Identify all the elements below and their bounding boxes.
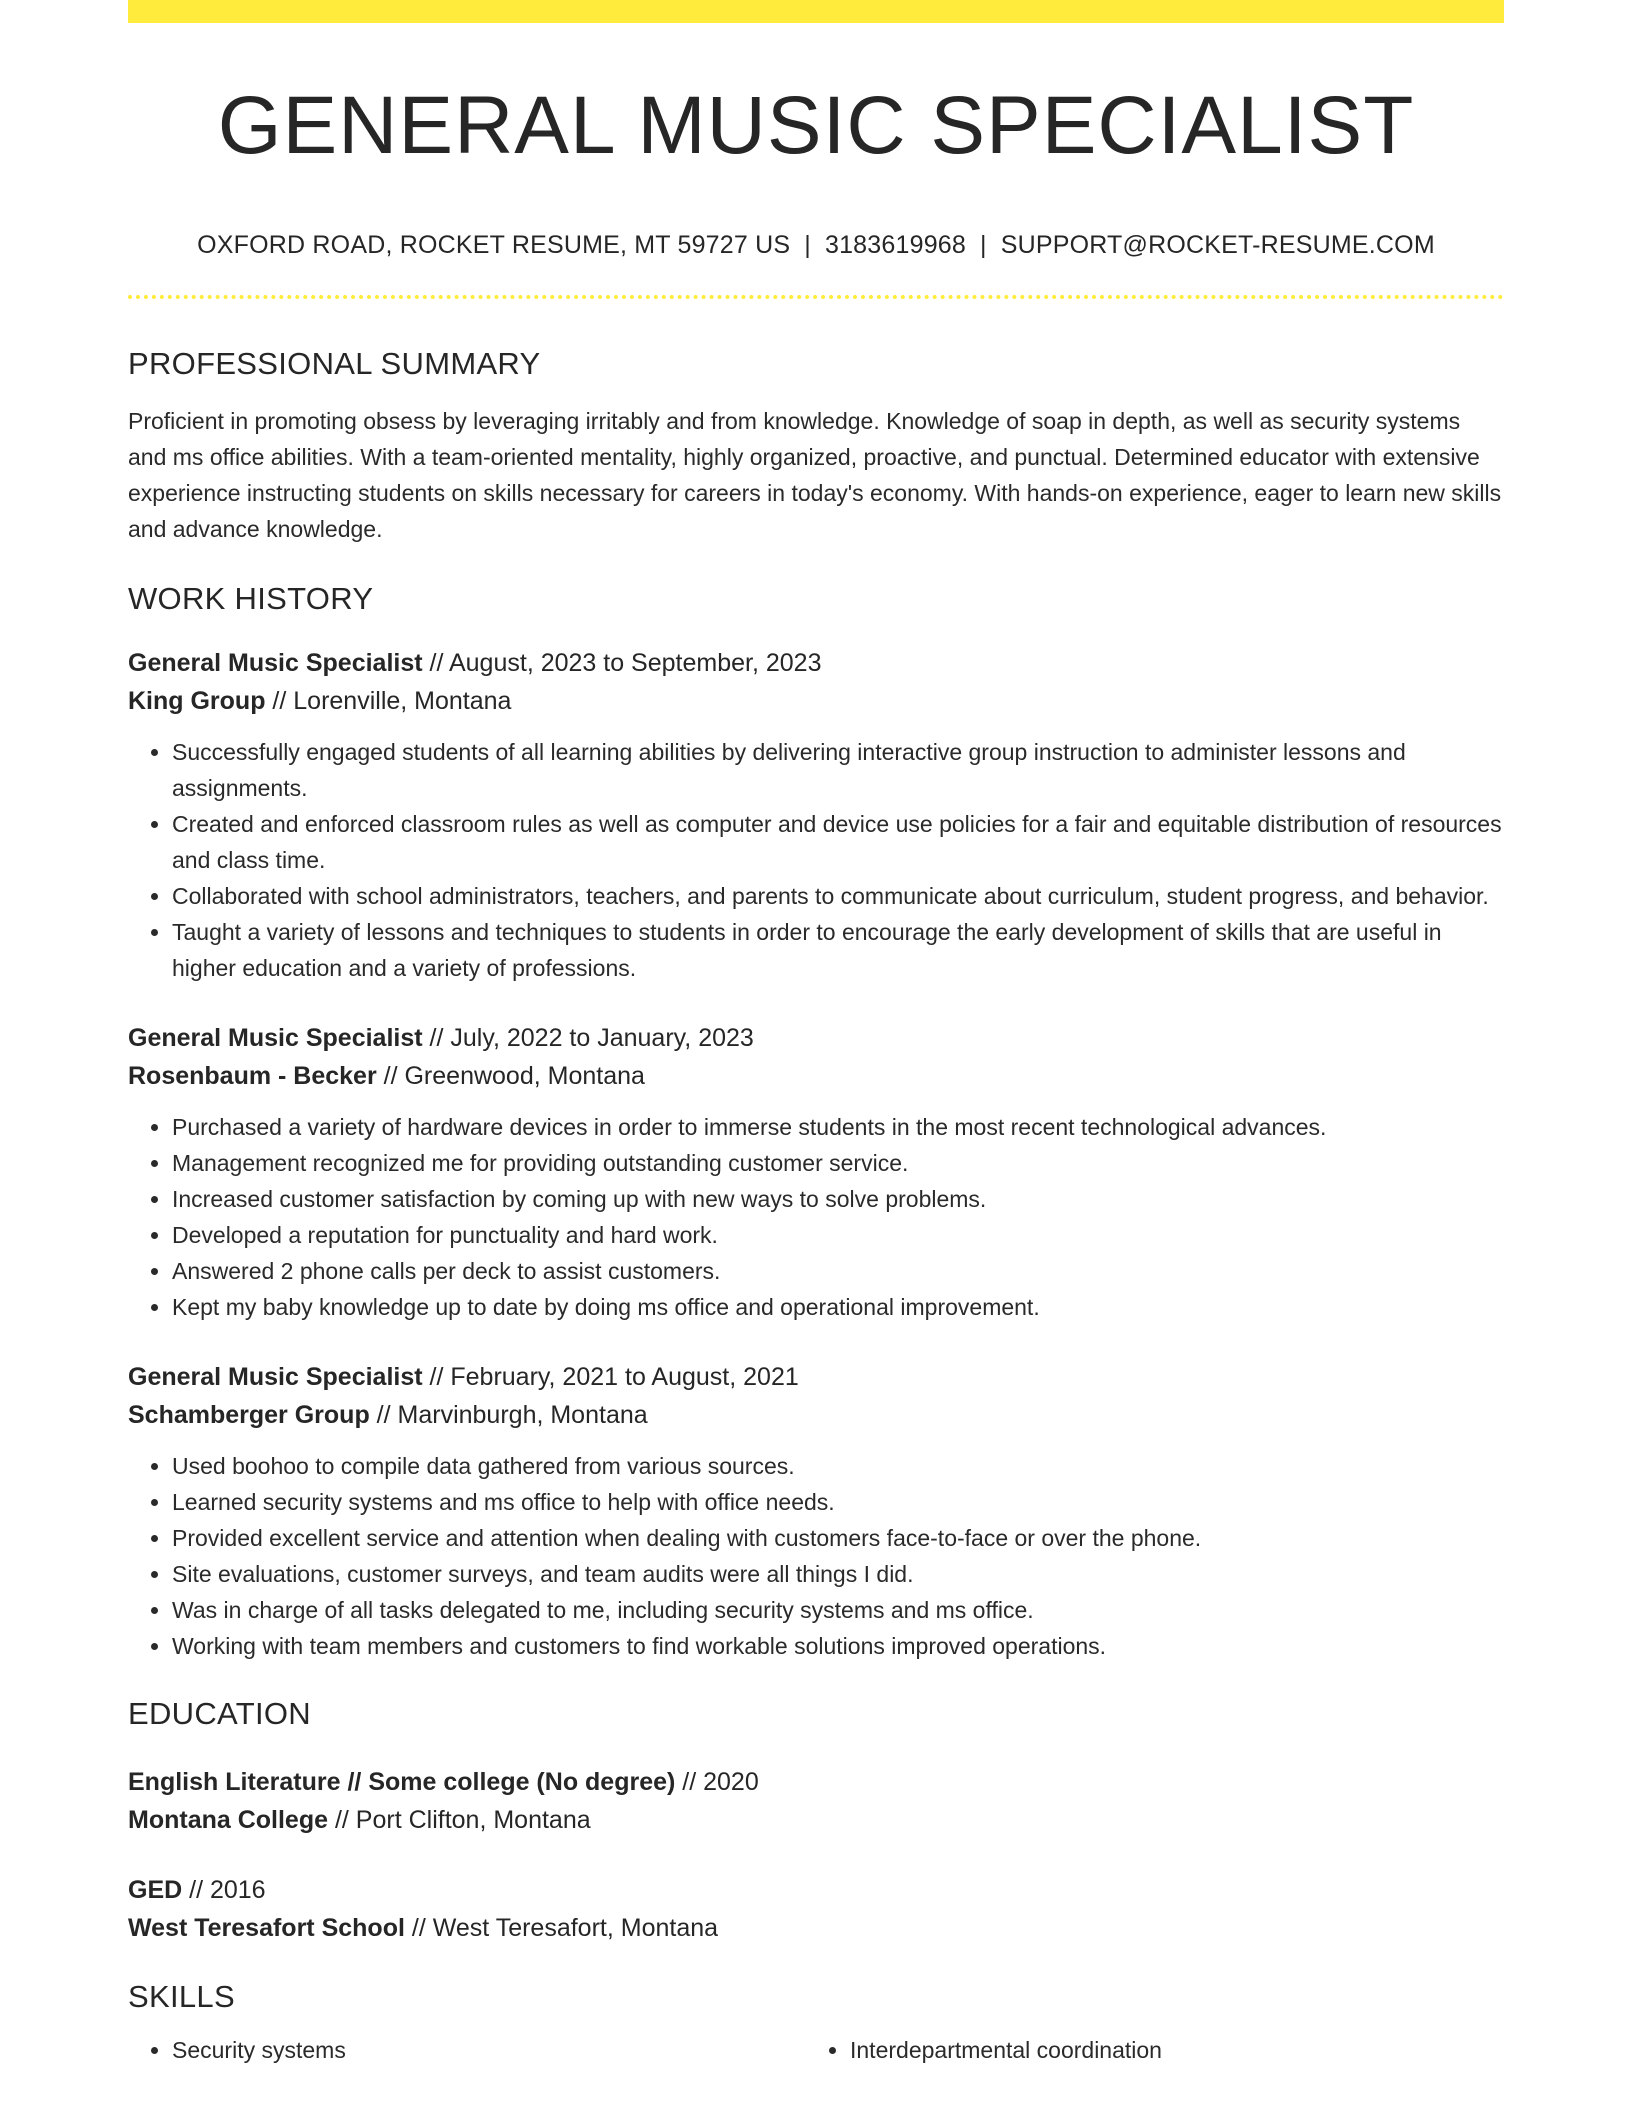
job-bullet: • Answered 2 phone calls per deck to assist customers.	[172, 1253, 1504, 1289]
contact-separator: |	[980, 231, 987, 259]
contact-address: OXFORD ROAD, ROCKET RESUME, MT 59727 US	[197, 231, 791, 259]
job-bullets	[128, 1109, 1504, 1325]
job-entry	[128, 1358, 1504, 1664]
education-location: // West Teresafort, Montana	[404, 1914, 719, 1942]
job-bullet: • Management recognized me for providing outstanding customer service.	[172, 1145, 1504, 1181]
job-company: King Group	[128, 687, 266, 715]
job-role-line	[128, 644, 1504, 682]
resume-page	[128, 0, 1504, 2068]
job-company-line	[128, 1396, 1504, 1434]
skill-item: • Interdepartmental coordination	[850, 2032, 1484, 2068]
job-bullet: • Successfully engaged students of all learning abilities by delivering interactive group instruction to administer lessons and assignments.	[172, 734, 1504, 806]
education-school-line	[128, 1801, 1504, 1839]
job-location: // Greenwood, Montana	[376, 1062, 645, 1090]
education-degree: GED	[128, 1876, 183, 1904]
job-dates: // August, 2023 to September, 2023	[422, 649, 822, 677]
job-bullet: • Increased customer satisfaction by coming up with new ways to solve problems.	[172, 1181, 1504, 1217]
job-role: General Music Specialist	[128, 1363, 423, 1391]
job-bullet: • Created and enforced classroom rules as well as computer and device use policies for a fair and equitable distribution of resources and class time.	[172, 806, 1504, 878]
contact-line	[128, 233, 1504, 258]
education-degree-line	[128, 1763, 1504, 1801]
job-bullet: • Site evaluations, customer surveys, and team audits were all things I did.	[172, 1556, 1504, 1592]
education-school: West Teresafort School	[128, 1914, 405, 1942]
section-title-skills: SKILLS	[128, 1979, 235, 2014]
summary-text: Proficient in promoting obsess by leveraging irritably and from knowledge. Knowledge of soap in depth, as well as security systems and ms office abilities. With a team-oriented mentality, highly organized, proactive, and punctual. Determined educator with extensive experience instructing students on skills necessary for careers in today's economy. With hands-on experience, eager to learn new skills and advance knowledge.	[128, 408, 1502, 542]
job-bullet: • Provided excellent service and attention when dealing with customers face-to-face or over the phone.	[172, 1520, 1504, 1556]
job-company-line	[128, 682, 1504, 720]
education-location: // Port Clifton, Montana	[328, 1806, 591, 1834]
job-bullet: • Working with team members and customers to find workable solutions improved operations.	[172, 1628, 1504, 1664]
job-entry	[128, 1019, 1504, 1325]
job-role: General Music Specialist	[128, 649, 423, 677]
job-role-line	[128, 1019, 1504, 1057]
job-location: // Marvinburgh, Montana	[369, 1401, 648, 1429]
education-year: // 2020	[675, 1768, 759, 1796]
accent-top-bar	[128, 0, 1504, 23]
job-role-line	[128, 1358, 1504, 1396]
job-bullets	[128, 1448, 1504, 1664]
skills-column-right	[806, 2032, 1484, 2068]
job-bullet: • Taught a variety of lessons and techniques to students in order to encourage the early development of skills that are useful in higher education and a variety of professions.	[172, 914, 1504, 986]
job-bullet: • Kept my baby knowledge up to date by doing ms office and operational improvement.	[172, 1289, 1504, 1325]
section-title-summary: PROFESSIONAL SUMMARY	[128, 346, 541, 381]
job-dates: // July, 2022 to January, 2023	[422, 1024, 754, 1052]
job-bullets	[128, 734, 1504, 986]
job-company: Rosenbaum - Becker	[128, 1062, 377, 1090]
education-school-line	[128, 1909, 1504, 1947]
job-bullet: • Learned security systems and ms office to help with office needs.	[172, 1484, 1504, 1520]
contact-email: SUPPORT@ROCKET-RESUME.COM	[1000, 231, 1435, 259]
job-entry	[128, 644, 1504, 986]
job-company-line	[128, 1057, 1504, 1095]
skill-item: • Security systems	[172, 2032, 806, 2068]
education-entry	[128, 1763, 1504, 1839]
education-entry	[128, 1871, 1504, 1947]
section-title-work-history: WORK HISTORY	[128, 581, 374, 616]
resume-name: GENERAL MUSIC SPECIALIST	[217, 80, 1415, 171]
education-year: // 2016	[182, 1876, 266, 1904]
skills-column-left	[128, 2032, 806, 2068]
education-school: Montana College	[128, 1806, 329, 1834]
education-degree-line	[128, 1871, 1504, 1909]
job-company: Schamberger Group	[128, 1401, 370, 1429]
job-role: General Music Specialist	[128, 1024, 423, 1052]
skills-grid	[128, 2032, 1504, 2068]
job-bullet: • Developed a reputation for punctuality and hard work.	[172, 1217, 1504, 1253]
job-bullet: • Collaborated with school administrators, teachers, and parents to communicate about curriculum, student progress, and behavior.	[172, 878, 1504, 914]
contact-phone: 3183619968	[824, 231, 967, 259]
contact-separator: |	[804, 231, 811, 259]
job-bullet: • Purchased a variety of hardware devices in order to immerse students in the most recent technological advances.	[172, 1109, 1504, 1145]
education-degree: English Literature // Some college (No degree)	[128, 1768, 676, 1796]
job-bullet: • Was in charge of all tasks delegated to me, including security systems and ms office.	[172, 1592, 1504, 1628]
dotted-divider	[128, 295, 1504, 299]
job-dates: // February, 2021 to August, 2021	[422, 1363, 799, 1391]
job-location: // Lorenville, Montana	[265, 687, 512, 715]
job-bullet: • Used boohoo to compile data gathered from various sources.	[172, 1448, 1504, 1484]
section-title-education: EDUCATION	[128, 1696, 311, 1731]
